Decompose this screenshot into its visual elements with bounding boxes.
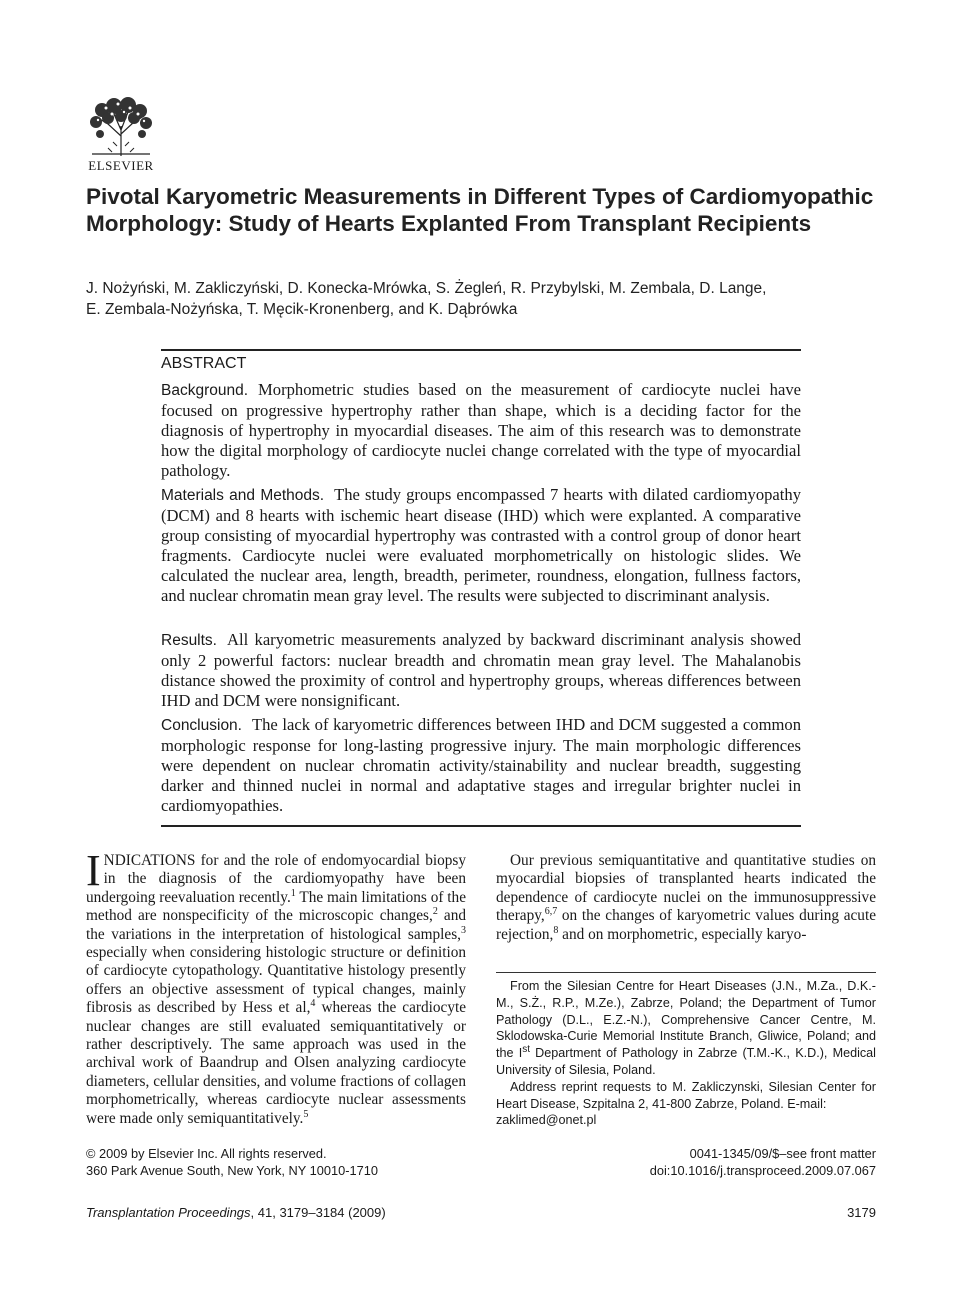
drop-cap: I <box>86 846 101 895</box>
citation-ref: 4 <box>310 998 316 1010</box>
affiliation-footnote <box>496 978 876 1129</box>
copyright-block <box>86 1146 466 1179</box>
citation-ref: 2 <box>432 906 438 918</box>
journal-citation <box>86 1205 386 1220</box>
conclusion-text: The lack of karyometric differences between IHD and DCM suggested a common morphologic response for long-lasting progressive injury. The main morphologic differences were dependent on nuclear chromatin activity/stainability and nuclear breadth, suggesting darker and thinned nuclei in normal and adaptative stages and irregular brighter nuclei in cardiomyopathies. <box>161 715 801 815</box>
background-label: Background. <box>161 382 249 399</box>
body-text: and on morphometric, especially karyo- <box>558 925 807 943</box>
conclusion-label: Conclusion. <box>161 717 242 734</box>
reprint-address: Address reprint requests to M. Zakliczynski, Silesian Center for Heart Disease, Szpitalna 2, 41-800 Zabrze, Poland. E-mail: <box>496 1079 876 1111</box>
elsevier-wordmark: ELSEVIER <box>88 158 154 173</box>
body-text: NDICATIONS for and the role of endomyocardial biopsy in the diagnosis of the cardiomyopathy have been undergoing reevaluation recently. <box>86 852 466 906</box>
methods-label: Materials and Methods. <box>161 487 325 504</box>
body-text: and the variations in the interpretation of histological samples, <box>86 907 466 943</box>
publisher-address: 360 Park Avenue South, New York, NY 10010-1710 <box>86 1162 378 1178</box>
authors-line-2: E. Zembala-Nożyńska, T. Męcik-Kronenberg, and K. Dąbrówka <box>86 301 518 318</box>
citation-ref: 6,7 <box>544 906 558 918</box>
body-right-column <box>496 852 876 944</box>
body-text: Our previous semiquantitative and quantitative studies on myocardial biopsies of transplanted hearts indicated the dependence of cardiocyte nuclei on the immunosuppressive therapy, <box>496 852 876 925</box>
issn-block <box>496 1146 876 1179</box>
methods-text: The study groups encompassed 7 hearts with dilated cardiomyopathy (DCM) and 8 hearts with ischemic heart disease (IHD) which were explanted. A comparative group consisting of myocardial hypertrophy was contrasted with a control group of donor heart fragments. Cardiocyte nuclei were evaluated morphometrically on histologic slides. We calculated the nuclear area, length, breadth, perimeter, roundness, elongation, fullness factors, and nuclear chromatin mean gray level. The results were subjected to discriminant analysis. <box>161 485 801 605</box>
body-text: on the changes of karyometric values during acute rejection, <box>496 907 876 943</box>
abstract-bottom-rule <box>161 825 801 827</box>
issn-line: 0041-1345/09/$–see front matter <box>689 1146 876 1161</box>
body-text: The main limitations of the method are nonspecificity of the microscopic changes, <box>86 888 466 925</box>
email-link[interactable]: zaklimed@onet.pl <box>496 1113 597 1128</box>
body-left-column <box>86 846 467 1128</box>
body-text: whereas the cardiocyte nuclear changes are still evaluated semiquantitatively or rather descriptively. The same approach was used in the archival work of Baandrup and Olsen analyzing cardiocyte diameters, cellular densities, and volume fractions of collagen morphometrically, whereas cardiocyte nuclear assessments were made only semiquantitatively. <box>86 999 467 1127</box>
elsevier-tree-icon <box>84 96 158 158</box>
body-text: especially when considering histologic structure or definition of cardiocyte cytopathology. Quantitative histology presently offers an objective assessment of typical changes, mainly fibrosis as described by Hess et al, <box>86 944 466 1017</box>
footnote-rule <box>496 972 876 973</box>
abstract-methods <box>161 485 801 606</box>
abstract-results <box>161 630 801 711</box>
citation-ref: 3 <box>461 924 466 936</box>
abstract-conclusion <box>161 715 801 816</box>
journal-volume: , 41, 3179–3184 (2009) <box>250 1205 386 1220</box>
results-label: Results. <box>161 632 217 649</box>
doi-line: doi:10.1016/j.transproceed.2009.07.067 <box>649 1162 876 1178</box>
results-text: All karyometric measurements analyzed by backward discriminant analysis showed only 2 powerful factors: nuclear breadth and chromatin mean gray level. The Mahalanobis distance showed the proximity of control and hypertrophy groups, whereas differences between IHD and DCM were nonsignificant. <box>161 630 801 710</box>
citation-ref: 8 <box>553 924 559 936</box>
authors-line-1: J. Nożyński, M. Zakliczyński, D. Konecka-Mrówka, S. Żegleń, R. Przybylski, M. Zembala, D. Lange, <box>86 280 767 297</box>
abstract-background <box>161 380 801 481</box>
article-title: Pivotal Karyometric Measurements in Different Types of Cardiomyopathic Morphology: Study of Hearts Explanted From Transplant Recipients <box>86 184 874 236</box>
copyright-line: © 2009 by Elsevier Inc. All rights reserved. <box>86 1146 327 1161</box>
elsevier-logo <box>84 96 158 176</box>
background-text: Morphometric studies based on the measurement of cardiocyte nuclei have focused on progressive hypertrophy rather than shape, which is a deciding factor for the diagnosis of hypertrophy in myocardial diseases. The aim of this research was to demonstrate how the digital morphology of cardiocyte nuclei change correlated with the type of myocardial pathology. <box>161 380 801 480</box>
abstract-heading: ABSTRACT <box>161 355 247 372</box>
citation-ref: 1 <box>290 887 296 899</box>
page-number: 3179 <box>847 1205 876 1220</box>
citation-ref: 5 <box>303 1108 309 1120</box>
abstract-top-rule <box>161 349 801 351</box>
affiliation-text: From the Silesian Centre for Heart Diseases (J.N., M.Za., D.K.-M., S.Ż., R.P., M.Ze.), Zabrze, Poland; the Department of Tumor Pathology (D.L., E.Z.-N.), Comprehensive Cancer Centre, M. Sklodowska-Curie Memorial Institute Branch, Gliwice, Poland; and the Ist Department of Pathology in Zabrze (T.M.-K., K.D.), Medical University of Silesia, Poland. <box>496 979 876 1077</box>
journal-name: Transplantation Proceedings <box>86 1205 251 1220</box>
author-list <box>86 278 876 320</box>
